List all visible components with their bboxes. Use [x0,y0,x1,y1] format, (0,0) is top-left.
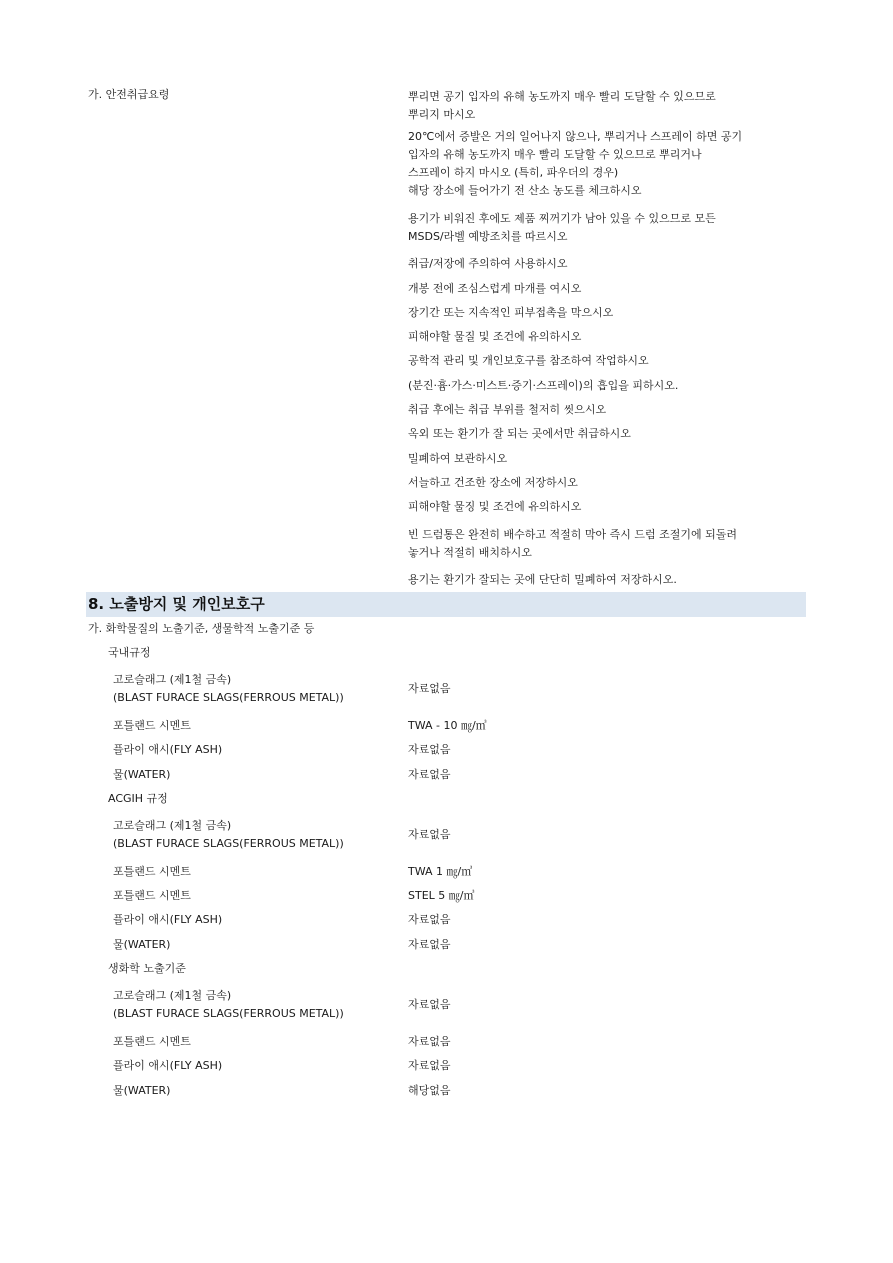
exposure-value: TWA 1 ㎎/㎥ [408,865,473,878]
handling-line: 취급/저장에 주의하여 사용하시오 [408,257,568,270]
handling-line: 서늘하고 건조한 장소에 저장하시오 [408,476,578,489]
handling-line: 해당 장소에 들어가기 전 산소 농도를 체크하시오 [408,184,642,197]
handling-line: 공학적 관리 및 개인보호구를 참조하여 작업하시오 [408,354,649,367]
handling-line: 놓거나 적절히 배치하시오 [408,546,532,559]
substance-name: 고로슬래그 (제1철 금속) [113,819,232,832]
acgih-regulation-heading: ACGIH 규정 [108,792,168,805]
substance-name: 고로슬래그 (제1철 금속) [113,673,232,686]
handling-line: 옥외 또는 환기가 잘 되는 곳에서만 취급하시오 [408,427,631,440]
handling-line: 스프레이 하지 마시오 (특히, 파우더의 경우) [408,166,619,179]
biological-exposure-heading: 생화학 노출기준 [108,962,186,975]
handling-line: 피해야할 물징 및 조건에 유의하시오 [408,500,582,513]
exposure-value: 자료없음 [408,1035,451,1048]
handling-line: 20℃에서 증발은 거의 일어나지 않으나, 뿌리거나 스프레이 하면 공기 [408,130,743,143]
handling-line: 피해야할 물질 및 조건에 유의하시오 [408,330,582,343]
handling-line: MSDS/라벨 예방조치를 따르시오 [408,230,568,243]
exposure-value: 자료없음 [408,1059,451,1072]
section-title: 8. 노출방지 및 개인보호구 [88,595,265,613]
exposure-value: 자료없음 [408,998,451,1011]
domestic-regulation-heading: 국내규정 [108,646,151,659]
substance-name: 플라이 애시(FLY ASH) [113,743,223,756]
handling-line: 입자의 유해 농도까지 매우 빨리 도달할 수 있으므로 뿌리거나 [408,148,702,161]
handling-line: 취급 후에는 취급 부위를 철저히 씻으시오 [408,403,607,416]
safe-handling-label: 가. 안전취급요령 [88,88,170,101]
substance-name: 고로슬래그 (제1철 금속) [113,989,232,1002]
substance-name: 포틀랜드 시멘트 [113,889,191,902]
subsection-label: 가. 화학물질의 노출기준, 생물학적 노출기준 등 [88,622,315,635]
handling-line: 용기가 비워진 후에도 제품 찌꺼기가 남아 있을 수 있으므로 모든 [408,212,716,225]
handling-line: 뿌리지 마시오 [408,108,476,121]
substance-name: 포틀랜드 시멘트 [113,1035,191,1048]
substance-name-en: (BLAST FURACE SLAGS(FERROUS METAL)) [113,837,344,850]
exposure-value: 자료없음 [408,828,451,841]
exposure-value: 해당없음 [408,1084,451,1097]
handling-line: 장기간 또는 지속적인 피부접촉을 막으시오 [408,306,614,319]
exposure-value: TWA - 10 ㎎/㎥ [408,719,487,732]
substance-name: 플라이 애시(FLY ASH) [113,1059,223,1072]
exposure-value: 자료없음 [408,682,451,695]
handling-line: 뿌리면 공기 입자의 유해 농도까지 매우 빨리 도달할 수 있으므로 [408,90,716,103]
substance-name: 포틀랜드 시멘트 [113,865,191,878]
substance-name: 포틀랜드 시멘트 [113,719,191,732]
exposure-value: 자료없음 [408,743,451,756]
substance-name: 물(WATER) [113,938,171,951]
handling-line: (분진·흄·가스·미스트·증기·스프레이)의 흡입을 피하시오. [408,379,679,392]
substance-name: 물(WATER) [113,1084,171,1097]
handling-line: 개봉 전에 조심스럽게 마개를 여시오 [408,282,582,295]
substance-name: 물(WATER) [113,768,171,781]
handling-line: 빈 드럼통은 완전히 배수하고 적절히 막아 즉시 드럼 조절기에 되돌려 [408,528,737,541]
exposure-value: STEL 5 ㎎/㎥ [408,889,475,902]
exposure-value: 자료없음 [408,913,451,926]
substance-name: 플라이 애시(FLY ASH) [113,913,223,926]
handling-line: 밀폐하여 보관하시오 [408,452,508,465]
exposure-value: 자료없음 [408,768,451,781]
substance-name-en: (BLAST FURACE SLAGS(FERROUS METAL)) [113,691,344,704]
handling-line: 용기는 환기가 잘되는 곳에 단단히 밀폐하여 저장하시오. [408,573,677,586]
exposure-value: 자료없음 [408,938,451,951]
substance-name-en: (BLAST FURACE SLAGS(FERROUS METAL)) [113,1007,344,1020]
